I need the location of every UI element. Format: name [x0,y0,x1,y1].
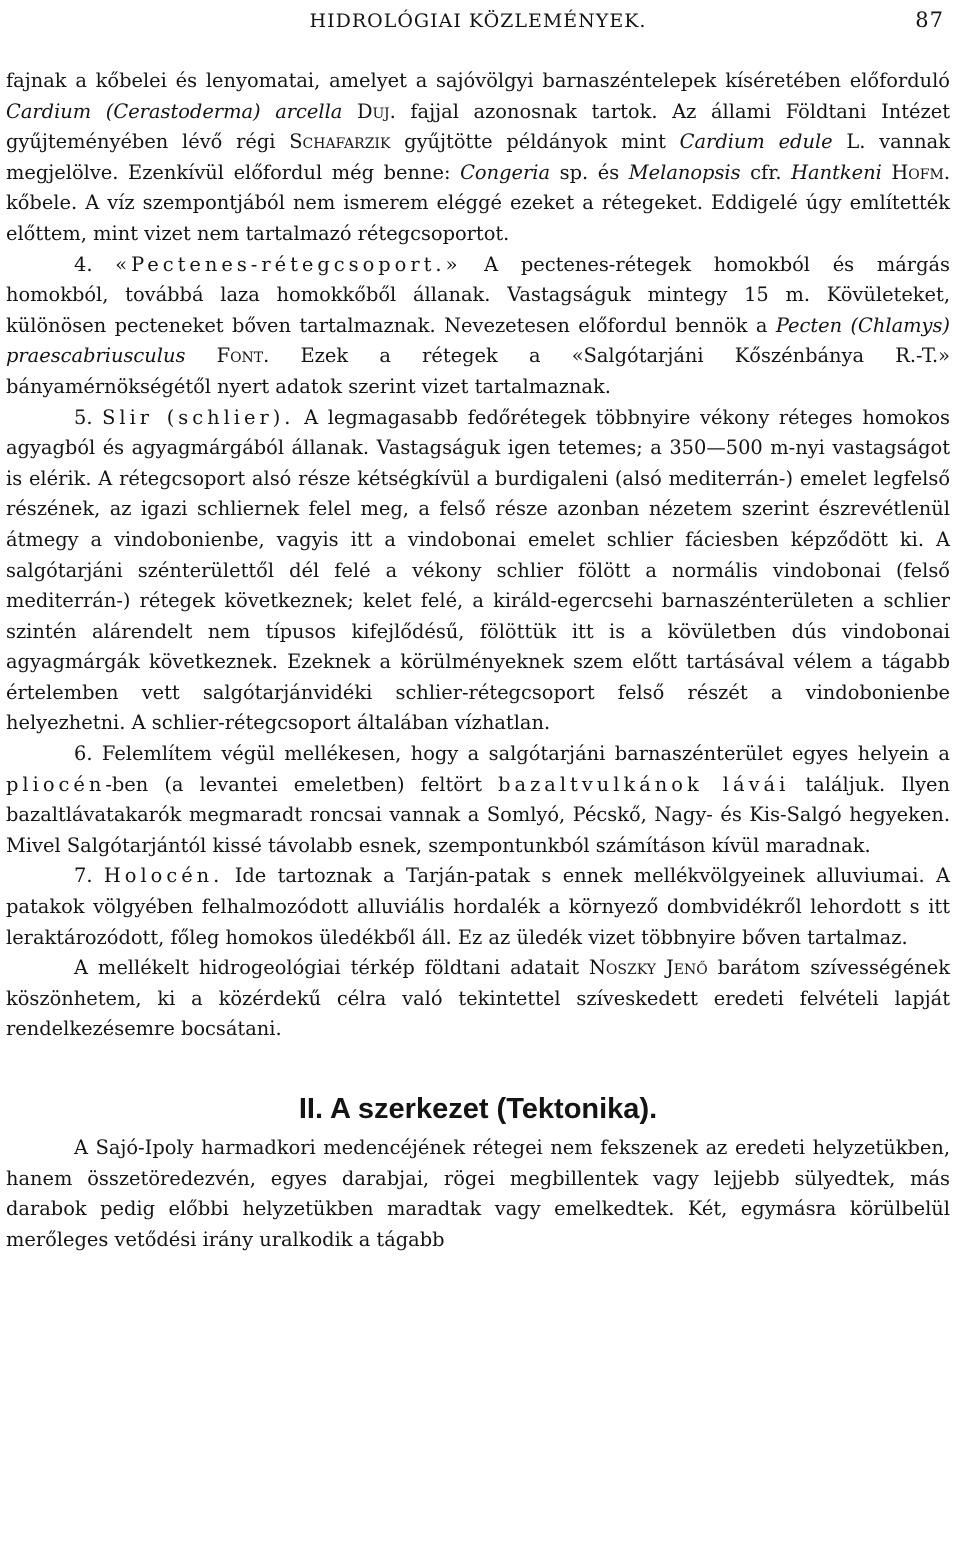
text-run: A Sajó-Ipoly harmadkori medencéjének rétegei nem fekszenek az eredeti helyzetükben, hanem összetöredezvén, egyes darabjai, rögei megbillentek vagy lejjebb sülyedtek, más darabok pedig előbbi helyzetükben maradtak vagy emelkedtek. Két, egymásra körülbelül merőleges vetődési irány uralkodik a tágabb [6,1136,950,1251]
running-head [6,6,950,40]
text-run: Ide tartoznak a Tarján-patak s ennek mellékvölgyeinek alluviumai. A patakok völgyében felhalmozódott alluviális hordalék a környező dombvidékről lehordott s itt leraktározódott, főleg homokos üledékből áll. Ez az üledék vizet többnyire bőven tartalmaz. [6,864,950,949]
item-number: 4. [74,252,116,276]
item-number: 5. [74,405,103,429]
text-run: sp. és [550,160,629,184]
spaced-term: én [73,772,106,796]
taxon-name: Melanopsis [628,160,741,184]
text-run: kőbele. A víz szempontjából nem ismerem eléggé ezeket a rétegeket. Eddigelé úgy említették előttem, mint vizet nem tartalmazó rétegcsoportot. [6,191,950,245]
text-run: gyűjtötte példányok mint [390,130,680,154]
item-number: 6. [74,742,102,766]
text-run: L. vannak megjelölve. Ezenkívül előfordul még benne: [6,130,950,184]
spaced-heading: Slir (schlier). [102,405,295,429]
paragraph-7 [6,1133,950,1255]
spaced-term: plioc [6,772,74,796]
author-name: Duj. [356,99,396,123]
taxon-name: Cardium (Cerastoderma) arcella [6,99,343,123]
spaced-heading: Holocén. [103,864,224,888]
text-run: fajjal azonosnak tartok. Az állami Földtani Intézet gyűjteményében lévő régi [6,99,950,154]
paragraph-5 [6,861,950,953]
body-text [6,66,950,1255]
page-number: 87 [915,8,944,32]
taxon-name: Pecten (Chlamys) praescabriusculus [6,313,950,368]
taxon-name: Congeria [460,160,551,184]
author-name: Schafarzik [289,130,391,154]
paragraph-6 [6,953,950,1045]
text-run: A pectenes-rétegek homokból és márgás homokból, továbbá laza homokkőből állanak. Vastagságuk mintegy 15 m. Kövületeket, különösen pecteneket bőven tartalmaznak. Nevezetesen előfordul bennök a [6,252,950,337]
spaced-heading: «Pectenes-rétegcsoport.» [115,252,462,276]
text-run: találjuk. Ilyen bazaltlávatakarók megmaradt roncsai vannak a Somlyó, Pécskő, Nagy- és Kis-Salgó hegyeken. Mivel Salgótarjántól kissé távolabb esnek, szempontunkból számításon kívül maradnak. [6,772,950,857]
paragraph-3 [6,403,950,740]
paragraph-2 [6,250,950,403]
author-name: Font. [216,344,270,368]
author-name: Noszky Jenő [588,956,708,980]
paragraph-4 [6,739,950,861]
text-run: A legmagasabb fedőrétegek többnyire vékony réteges homokos agyagból és agyagmárgából állanak. Vastagságuk igen tetemes; a 350—500 m-nyi vastagságot is elérik. A rétegcsoport alsó része kétségkívül a burdigaleni (alsó mediterrán-) emelet legfelső részének, az igazi schliernek felel meg, a felső része azonban nézetem szerint észrevétlenül átmegy a vindobonienbe, vagyis itt a vindobonai emelet schlier fáciesben képződött ki. A salgótarjáni szénterülettől dél felé a vékony schlier fölött a normális vindobonai (felső mediterrán-) rétegek következnek; kelet felé, a királd-egercsehi barnaszénterületen a schlier szintén alárendelt nem típusos kifejlődésű, fölöttük itt is a kövületben dús vindobonai agyagmárgák következnek. Ezeknek a körülményeknek szem előtt tartásával vélem a tágabb értelemben vett salgótarjánvidéki schlier-rétegcsoport felső részét a vindobonienbe helyezhetni. A schlier-rétegcsoport általában vízhatlan. [6,405,950,735]
taxon-name: Cardium edule [679,130,833,154]
text-run: Felemlítem végül mellékesen, hogy a salgótarjáni barnaszénterület egyes helyein a [101,742,950,766]
section-heading: II. A szerkezet (Tektonika). [298,1093,658,1125]
spaced-term: bazaltvulkánok lávái [498,772,790,796]
text-run: Ezek a rétegek a «Salgótarjáni Kőszénbánya R.-T.» bányamérnökségétől nyert adatok szerint vizet tartalmaznak. [6,344,950,398]
author-name: Hofm. [891,160,950,184]
text-run: A mellékelt hidrogeológiai térkép földtani adatait [74,956,589,980]
running-title: HIDROLÓGIAI KÖZLEMÉNYEK. [309,10,647,32]
item-number: 7. [74,864,104,888]
text-run: -ben (a levantei emeletben) feltört [105,772,499,796]
text-run: cfr. [740,160,792,184]
text-run: fajnak a kőbelei és lenyomatai, amelyet a sajóvölgyi barnaszéntelepek kíséretében előforduló [6,69,950,92]
paragraph-1 [6,66,950,250]
taxon-name: Hantkeni [791,160,882,184]
text-run: barátom szívességének köszönhetem, ki a közérdekű célra való tekintettel szíveskedett eredeti felvételi lapját rendelkezésemre bocsátani. [6,956,950,1041]
